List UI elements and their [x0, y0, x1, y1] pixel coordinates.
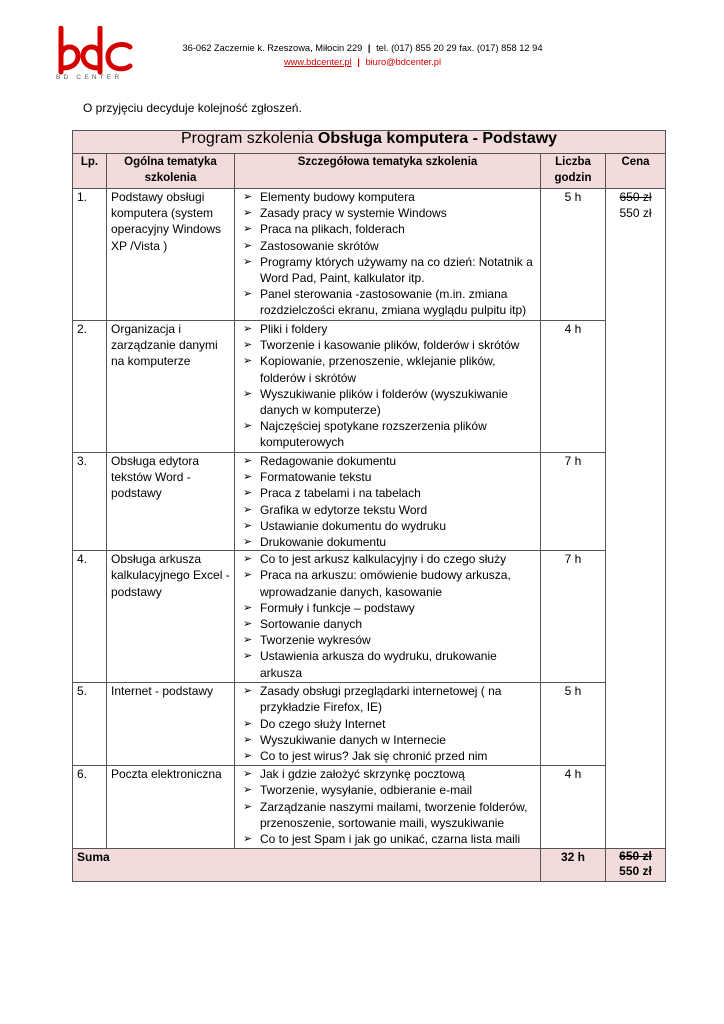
list-item	[239, 337, 536, 353]
list-item-text: Formuły i funkcje – podstawy	[260, 600, 415, 615]
row-hours: 5 h	[541, 189, 606, 321]
row-detail-topics	[235, 551, 541, 683]
list-item-text: Tworzenie, wysyłanie, odbieranie e-mail	[260, 783, 473, 798]
row-hours: 5 h	[541, 683, 606, 766]
list-item-text: Praca z tabelami i na tabelach	[260, 486, 421, 501]
program-title-name: Obsługa komputera - Podstawy	[317, 130, 558, 147]
list-item	[239, 799, 536, 831]
list-item-text: Pliki i foldery	[260, 322, 328, 336]
arrow-bullet-icon: ➢	[243, 601, 253, 614]
row-number: 3.	[73, 453, 107, 551]
row-hours: 7 h	[541, 453, 606, 551]
row-hours: 7 h	[541, 551, 606, 683]
row-detail-topics	[235, 766, 541, 849]
list-item	[239, 831, 536, 847]
arrow-bullet-icon: ➢	[243, 768, 253, 781]
row-hours: 4 h	[541, 766, 606, 849]
col-header-general: Ogólna tematyka szkolenia	[107, 154, 235, 189]
list-item	[239, 600, 536, 616]
arrow-bullet-icon: ➢	[243, 420, 253, 433]
list-item-text: Najczęściej spotykane rozszerzenia plików komputerowych	[260, 419, 487, 450]
list-item	[239, 782, 536, 798]
arrow-bullet-icon: ➢	[243, 339, 253, 352]
row-general-topic: Podstawy obsługi komputera (system operacyjny Windows XP /Vista )	[107, 189, 235, 321]
arrow-bullet-icon: ➢	[243, 784, 253, 797]
sum-label: Suma	[73, 849, 541, 882]
list-item	[239, 502, 536, 518]
sum-row	[73, 849, 666, 882]
list-item	[239, 189, 536, 205]
arrow-bullet-icon: ➢	[243, 355, 253, 368]
table-row	[73, 766, 666, 849]
arrow-bullet-icon: ➢	[243, 288, 253, 301]
list-item	[239, 683, 536, 715]
list-item-text: Zasady pracy w systemie Windows	[260, 206, 447, 221]
program-title	[73, 131, 666, 154]
row-general-topic: Obsługa edytora tekstów Word - podstawy	[107, 453, 235, 551]
list-item	[239, 766, 536, 782]
list-item-text: Programy których używamy na co dzień: Notatnik a Word Pad, Paint, kalkulator itp.	[260, 254, 533, 286]
row-number: 6.	[73, 766, 107, 849]
list-item	[239, 732, 536, 748]
list-item	[239, 567, 536, 599]
col-header-lp: Lp.	[73, 154, 107, 189]
contact-line-address	[140, 43, 585, 53]
row-number: 2.	[73, 321, 107, 453]
list-item-text: Redagowanie dokumentu	[260, 454, 397, 468]
price-new: 550 zł	[619, 206, 652, 221]
email-link[interactable]: biuro@bdcenter.pl	[365, 57, 442, 67]
arrow-bullet-icon: ➢	[243, 223, 253, 236]
arrow-bullet-icon: ➢	[243, 487, 253, 500]
detail-list	[239, 189, 536, 319]
logo-subtitle: BD CENTER	[56, 74, 123, 81]
address-text: 36-062 Zaczernie k. Rzeszowa, Miłocin 229	[182, 43, 363, 53]
sum-price-old: 650 zł	[619, 849, 652, 864]
arrow-bullet-icon: ➢	[243, 323, 253, 335]
list-item	[239, 321, 536, 337]
col-header-detail: Szczegółowa tematyka szkolenia	[235, 154, 541, 189]
table-row	[73, 321, 666, 453]
list-item-text: Jak i gdzie założyć skrzynkę pocztową	[260, 767, 465, 782]
list-item	[239, 551, 536, 567]
list-item-text: Elementy budowy komputera	[260, 190, 415, 204]
arrow-bullet-icon: ➢	[243, 255, 253, 268]
col-header-hours: Liczba godzin	[541, 154, 606, 189]
arrow-bullet-icon: ➢	[243, 455, 253, 467]
row-general-topic: Obsługa arkusza kalkulacyjnego Excel - podstawy	[107, 551, 235, 683]
phone-text: tel. (017) 855 20 29 fax. (017) 858 12 94	[376, 43, 543, 53]
list-item-text: Ustawienia arkusza do wydruku, drukowanie arkusza	[260, 649, 497, 680]
row-general-topic: Internet - podstawy	[107, 683, 235, 766]
list-item-text: Drukowanie dokumentu	[260, 535, 387, 550]
price-old: 650 zł	[619, 190, 652, 204]
arrow-bullet-icon: ➢	[243, 750, 253, 763]
list-item-text: Tworzenie wykresów	[260, 633, 371, 648]
table-title-row	[73, 131, 666, 154]
list-item	[239, 221, 536, 237]
list-item-text: Co to jest wirus? Jak się chronić przed nim	[260, 749, 488, 764]
list-item-text: Ustawianie dokumentu do wydruku	[260, 518, 447, 533]
arrow-bullet-icon: ➢	[243, 650, 253, 663]
list-item	[239, 286, 536, 318]
arrow-bullet-icon: ➢	[243, 733, 253, 746]
separator: |	[357, 57, 360, 67]
list-item-text: Co to jest Spam i jak go unikać, czarna lista maili	[260, 832, 521, 847]
list-item	[239, 238, 536, 254]
arrow-bullet-icon: ➢	[243, 239, 253, 252]
arrow-bullet-icon: ➢	[243, 503, 253, 516]
arrow-bullet-icon: ➢	[243, 519, 253, 532]
list-item	[239, 353, 536, 385]
table-row	[73, 551, 666, 683]
training-program-table	[72, 130, 666, 882]
program-title-prefix: Program szkolenia	[180, 130, 314, 147]
list-item-text: Wyszukiwanie plików i folderów (wyszukiwanie danych w komputerze)	[260, 386, 508, 418]
price-cell	[606, 189, 666, 849]
table-row	[73, 683, 666, 766]
list-item	[239, 716, 536, 732]
arrow-bullet-icon: ➢	[243, 553, 253, 566]
list-item	[239, 534, 536, 550]
list-item	[239, 254, 536, 286]
list-item	[239, 453, 536, 469]
arrow-bullet-icon: ➢	[243, 207, 253, 220]
row-number: 4.	[73, 551, 107, 683]
sum-price-new: 550 zł	[619, 864, 652, 879]
list-item-text: Zasady obsługi przeglądarki internetowej ( na przykładzie Firefox, IE)	[260, 684, 502, 715]
detail-list	[239, 453, 536, 550]
arrow-bullet-icon: ➢	[243, 634, 253, 647]
list-item-text: Zarządzanie naszymi mailami, tworzenie folderów, przenoszenie, sortowanie maili, wyszukiwanie	[260, 799, 528, 830]
list-item	[239, 748, 536, 764]
sum-price	[606, 849, 666, 882]
list-item-text: Zastosowanie skrótów	[260, 238, 379, 253]
table-header-row	[73, 154, 666, 189]
list-item-text: Wyszukiwanie danych w Internecie	[260, 732, 446, 747]
col-header-price: Cena	[606, 154, 666, 189]
list-item	[239, 616, 536, 632]
row-detail-topics	[235, 453, 541, 551]
row-number: 5.	[73, 683, 107, 766]
detail-list	[239, 321, 536, 451]
contact-line-web	[140, 57, 585, 67]
list-item-text: Panel sterowania -zastosowanie (m.in. zmiana rozdzielczości ekranu, zmiana wyglądu pulpitu itp)	[260, 287, 527, 318]
list-item	[239, 418, 536, 450]
arrow-bullet-icon: ➢	[243, 191, 253, 203]
arrow-bullet-icon: ➢	[243, 618, 253, 631]
detail-list	[239, 766, 536, 847]
row-detail-topics	[235, 321, 541, 453]
table-body	[73, 189, 666, 849]
arrow-bullet-icon: ➢	[243, 569, 253, 582]
list-item-text: Praca na plikach, folderach	[260, 222, 405, 237]
arrow-bullet-icon: ➢	[243, 471, 253, 484]
website-link[interactable]: www.bdcenter.pl	[283, 57, 352, 67]
arrow-bullet-icon: ➢	[243, 833, 253, 846]
list-item-text: Kopiowanie, przenoszenie, wklejanie plików, folderów i skrótów	[260, 354, 496, 385]
list-item-text: Formatowanie tekstu	[260, 470, 372, 485]
row-general-topic: Organizacja i zarządzanie danymi na komputerze	[107, 321, 235, 453]
separator: |	[367, 43, 371, 53]
sum-hours: 32 h	[541, 849, 606, 882]
list-item	[239, 386, 536, 418]
list-item	[239, 205, 536, 221]
list-item	[239, 632, 536, 648]
list-item	[239, 485, 536, 501]
arrow-bullet-icon: ➢	[243, 685, 253, 698]
arrow-bullet-icon: ➢	[243, 800, 253, 813]
detail-list	[239, 551, 536, 681]
row-detail-topics	[235, 683, 541, 766]
list-item-text: Tworzenie i kasowanie plików, folderów i skrótów	[260, 338, 520, 353]
list-item	[239, 518, 536, 534]
list-item-text: Do czego służy Internet	[260, 716, 386, 731]
list-item-text: Grafika w edytorze tekstu Word	[260, 502, 428, 517]
table-row	[73, 453, 666, 551]
table-row	[73, 189, 666, 321]
list-item-text: Praca na arkuszu: omówienie budowy arkusza, wprowadzanie danych, kasowanie	[260, 568, 511, 599]
detail-list	[239, 683, 536, 764]
row-hours: 4 h	[541, 321, 606, 453]
enrollment-note: O przyjęciu decyduje kolejność zgłoszeń.	[83, 101, 302, 115]
list-item-text: Sortowanie danych	[260, 617, 363, 632]
row-number: 1.	[73, 189, 107, 321]
arrow-bullet-icon: ➢	[243, 536, 253, 549]
row-detail-topics	[235, 189, 541, 321]
list-item-text: Co to jest arkusz kalkulacyjny i do czego służy	[260, 552, 507, 567]
list-item	[239, 469, 536, 485]
list-item	[239, 648, 536, 680]
arrow-bullet-icon: ➢	[243, 717, 253, 730]
row-general-topic: Poczta elektroniczna	[107, 766, 235, 849]
arrow-bullet-icon: ➢	[243, 387, 253, 400]
